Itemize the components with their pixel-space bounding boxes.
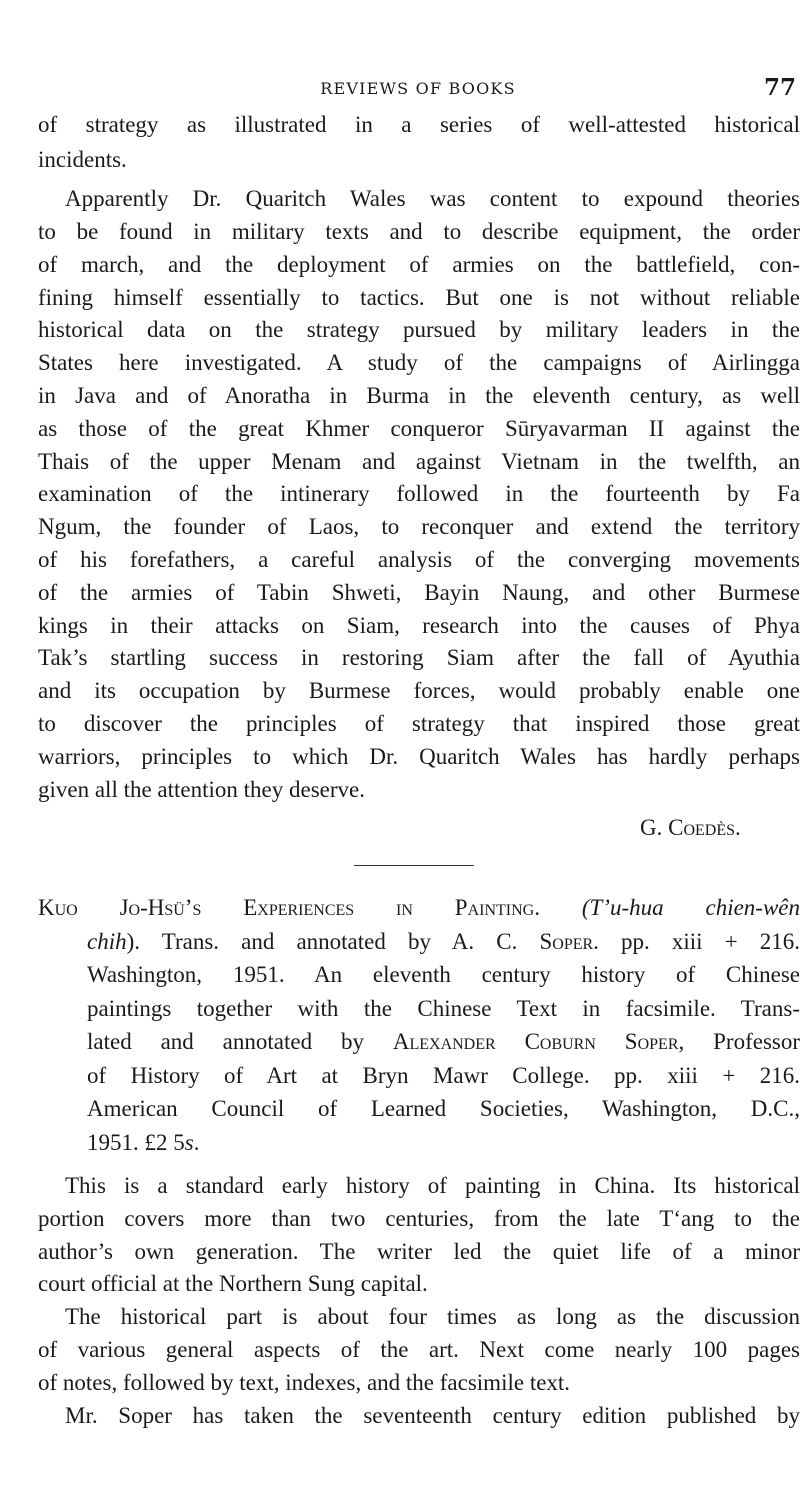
text-line: The historical part is about four times as long as the discussion (65, 1304, 800, 1329)
text-line: Mr. Soper has taken the seventeenth century edition published by (65, 1403, 800, 1428)
text-line: kings in their attacks on Siam, research into the causes of Phya (38, 613, 800, 638)
text-line: Apparently Dr. Quaritch Wales was content to expound theories (65, 186, 800, 211)
citation-title-line (38, 891, 800, 924)
citation-line: Washington, 1951. An eleventh century history of Chinese (87, 962, 800, 987)
citation-line: American Council of Learned Societies, Washington, D.C., (87, 1096, 800, 1121)
text-line: of strategy as illustrated in a series of well-attested historical (38, 112, 800, 137)
text-line: fining himself essentially to tactics. But one is not without reliable (38, 285, 800, 310)
running-head (38, 76, 798, 102)
text-line: historical data on the strategy pursued by military leaders in the (38, 317, 800, 342)
text-line: as those of the great Khmer conqueror Sūryavarman II against the (38, 416, 800, 441)
text-line: court official at the Northern Sung capital. (38, 1271, 428, 1296)
text-line: Ngum, the founder of Laos, to reconquer and extend the territory (38, 514, 800, 539)
author-full-name: Alexander Coburn Soper (392, 1029, 679, 1054)
citation-line: chih). Trans. and annotated by A. C. Soper. pp. xiii + 216. (87, 929, 800, 954)
book-title-chinese: (T’u-hua chien-wên (581, 895, 800, 920)
text-line: of march, and the deployment of armies on the battlefield, con- (38, 252, 800, 277)
text-line: of various general aspects of the art. Next come nearly 100 pages (38, 1337, 800, 1362)
text-line: States here investigated. A study of the campaigns of Airlingga (38, 350, 800, 375)
text-line: incidents. (38, 147, 127, 172)
text-line: warriors, principles to which Dr. Quaritch Wales has hardly perhaps (38, 744, 800, 769)
section-divider (354, 865, 474, 866)
text-line: of notes, followed by text, indexes, and the facsimile text. (38, 1370, 571, 1395)
text-line: of the armies of Tabin Shweti, Bayin Naung, and other Burmese (38, 580, 800, 605)
text-line: to be found in military texts and to describe equipment, the order (38, 219, 800, 244)
text-line: to discover the principles of strategy that inspired those great (38, 711, 800, 736)
citation-price-line: 1951. £2 5s. (87, 1130, 200, 1155)
text-line: portion covers more than two centuries, from the late T‘ang to the (38, 1206, 800, 1231)
text-line: Tak’s startling success in restoring Siam after the fall of Ayuthia (38, 645, 800, 670)
translator-name: Soper (539, 929, 594, 954)
text-line: in Java and of Anoratha in Burma in the eleventh century, as well (38, 383, 800, 408)
reviewer-signature: G. Coedès. (640, 815, 741, 840)
text-line: Thais of the upper Menam and against Vietnam in the twelfth, an (38, 449, 800, 474)
text-line: examination of the intinerary followed in the fourteenth by Fa (38, 481, 800, 506)
text-line: and its occupation by Burmese forces, would probably enable one (38, 678, 800, 703)
running-title: REVIEWS OF BOOKS (320, 79, 516, 98)
citation-line: lated and annotated by Alexander Coburn Soper, Professor (87, 1029, 800, 1054)
text-line: given all the attention they deserve. (38, 777, 365, 802)
text-line: of his forefathers, a careful analysis of the converging movements (38, 547, 800, 572)
book-title: Kuo Jo-Hsü’s Experiences in Painting. (38, 895, 540, 920)
citation-line: of History of Art at Bryn Mawr College. pp. xiii + 216. (87, 1063, 800, 1088)
citation-line: paintings together with the Chinese Text in facsimile. Trans- (87, 996, 800, 1021)
page-number: 77 (763, 74, 796, 101)
text-line: author’s own generation. The writer led the quiet life of a minor (38, 1239, 800, 1264)
text-line: This is a standard early history of painting in China. Its historical (65, 1173, 800, 1198)
